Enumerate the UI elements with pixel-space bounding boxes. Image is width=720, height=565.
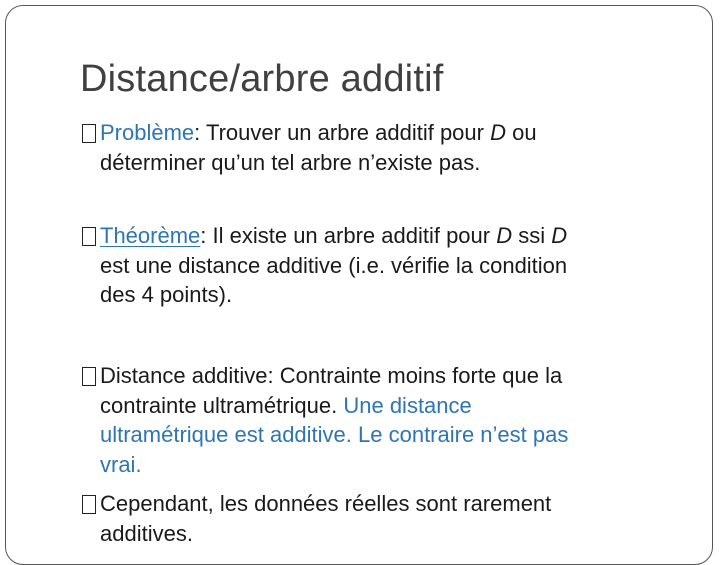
bullet-line: additives.: [100, 520, 193, 546]
bullet-cependant: [82, 489, 682, 548]
variable-d: D: [496, 223, 513, 248]
bullet-distance-additive: [82, 361, 682, 479]
bullet-text: Distance additive: Contrainte moins forte que la: [100, 363, 563, 388]
bullet-marker-icon: [82, 227, 96, 246]
highlighted-line: ultramétrique est additive. Le contraire n’est pas: [100, 422, 569, 447]
term-theoreme-link[interactable]: Théorème: [100, 223, 201, 248]
bullet-marker-icon: [82, 124, 96, 143]
highlighted-line: vrai.: [100, 451, 142, 477]
bullet-line: [82, 361, 682, 391]
variable-d: D: [490, 120, 506, 145]
bullet-line: [82, 118, 682, 148]
bullet-line: est une distance additive (i.e. vérifie la condition: [100, 252, 568, 278]
term-probleme: Problème: [100, 120, 195, 145]
highlighted-text: Une distance: [343, 392, 472, 418]
bullet-text: contrainte ultramétrique.: [100, 392, 344, 418]
bullet-marker-icon: [82, 495, 96, 514]
bullet-probleme: [82, 118, 682, 177]
bullet-line: [82, 489, 682, 519]
bullet-line: [82, 221, 682, 251]
bullet-line: [82, 391, 682, 421]
bullet-text: ssi: [512, 223, 552, 248]
bullet-marker-icon: [82, 367, 96, 386]
bullet-line: des 4 points).: [100, 282, 233, 307]
bullet-text: : Il existe un arbre additif pour: [200, 223, 497, 248]
bullet-text: : Trouver un arbre additif pour: [194, 120, 491, 145]
variable-d: D: [551, 223, 568, 248]
bullet-text: ou: [505, 120, 537, 145]
bullet-line: déterminer qu’un tel arbre n’existe pas.: [100, 149, 481, 175]
bullet-text: Cependant, les données réelles sont rarement: [100, 491, 552, 516]
slide-title: Distance/arbre additif: [80, 58, 444, 100]
bullet-theoreme: [82, 221, 682, 310]
